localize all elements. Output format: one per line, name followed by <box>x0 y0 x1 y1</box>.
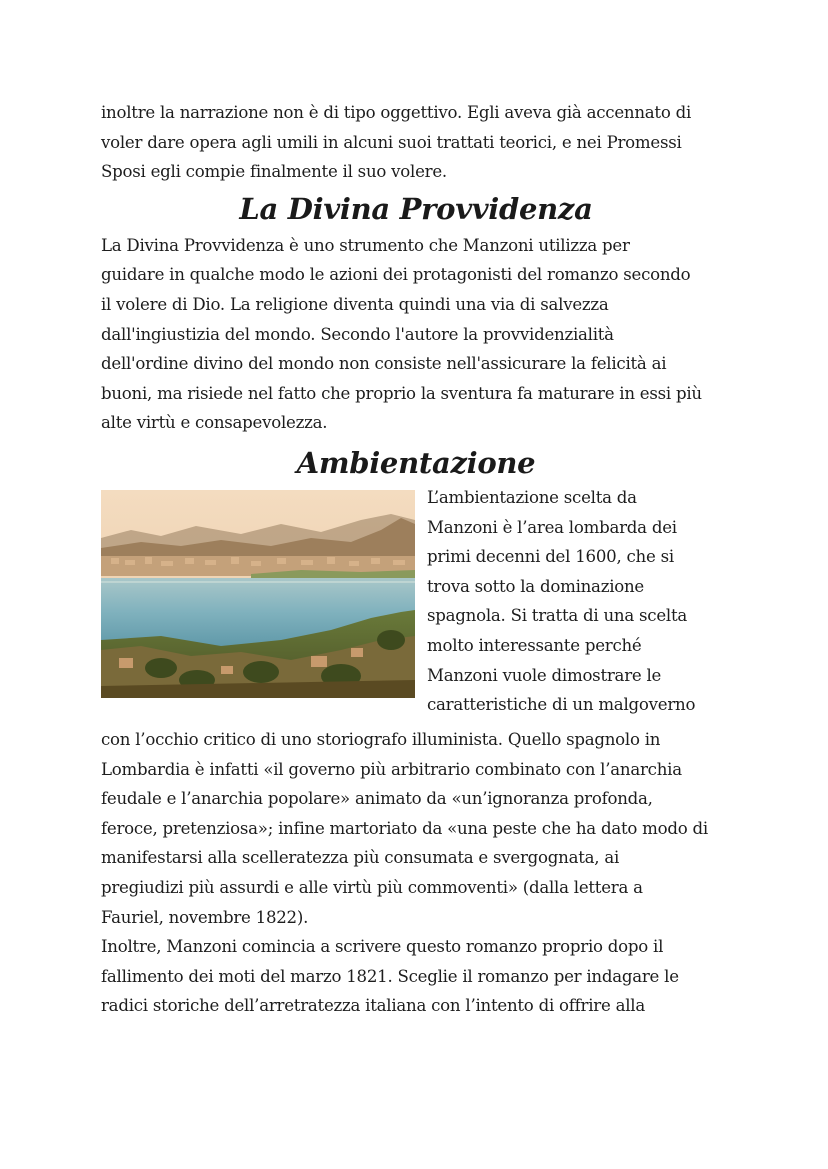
text-line: dell'ordine divino del mondo non consiste nell'assicurare la felicità ai <box>101 354 667 374</box>
text-line: pregiudizi più assurdi e alle virtù più commoventi» (dalla lettera a <box>101 877 643 897</box>
text-line: La Divina Provvidenza è uno strumento che Manzoni utilizza per <box>101 235 630 255</box>
text-line: Manzoni è l’area lombarda dei <box>427 517 677 537</box>
text-line: spagnola. Si tratta di una scelta <box>427 606 688 626</box>
ambientazione-paragraph <box>101 725 731 1021</box>
text-line: molto interessante perché <box>427 635 642 655</box>
text-line: Manzoni vuole dimostrare le <box>427 665 662 685</box>
text-line: dall'ingiustizia del mondo. Secondo l'autore la provvidenzialità <box>101 324 614 344</box>
section-heading-ambientazione: Ambientazione <box>296 445 536 480</box>
text-line: alte virtù e consapevolezza. <box>101 413 328 433</box>
text-line: guidare in qualche modo le azioni dei protagonisti del romanzo secondo <box>101 265 691 285</box>
text-line: fallimento dei moti del marzo 1821. Sceglie il romanzo per indagare le <box>101 966 679 986</box>
text-line: trova sotto la dominazione <box>427 576 644 596</box>
text-line: inoltre la narrazione non è di tipo oggettivo. Egli aveva già accennato di <box>101 103 692 122</box>
section-heading-divina-provvidenza: La Divina Provvidenza <box>239 191 593 226</box>
text-line: voler dare opera agli umili in alcuni suoi trattati teorici, e nei Promessi <box>101 132 682 152</box>
text-line: feroce, pretenziosa»; infine martoriato da «una peste che ha dato modo di <box>101 818 708 838</box>
intro-paragraph <box>101 98 731 187</box>
text-line: primi decenni del 1600, che si <box>427 547 674 567</box>
text-line: L’ambientazione scelta da <box>427 487 637 507</box>
ambientazione-side-text <box>427 483 731 720</box>
text-line: il volere di Dio. La religione diventa quindi una via di salvezza <box>101 294 609 314</box>
text-line: feudale e l’anarchia popolare» animato da «un’ignoranza profonda, <box>101 789 653 809</box>
ambientazione-wrap-block <box>101 487 731 725</box>
text-line: radici storiche dell’arretratezza italiana con l’intento di offrire alla <box>101 996 645 1016</box>
text-line: buoni, ma risiede nel fatto che proprio la sventura fa maturare in essi più <box>101 383 702 403</box>
text-line: manifestarsi alla scelleratezza più consumata e svergognata, ai <box>101 848 620 868</box>
text-line: caratteristiche di un malgoverno <box>427 695 696 715</box>
document-page <box>101 98 731 1021</box>
divina-provvidenza-paragraph <box>101 231 731 438</box>
text-line: Lombardia è infatti «il governo più arbitrario combinato con l’anarchia <box>101 759 682 779</box>
text-line: Sposi egli compie finalmente il suo volere. <box>101 162 447 182</box>
text-line: Fauriel, novembre 1822). <box>101 907 309 927</box>
lake-landscape-image <box>101 490 415 698</box>
text-line: con l’occhio critico di uno storiografo illuminista. Quello spagnolo in <box>101 729 661 749</box>
text-line: Inoltre, Manzoni comincia a scrivere questo romanzo proprio dopo il <box>101 937 664 957</box>
